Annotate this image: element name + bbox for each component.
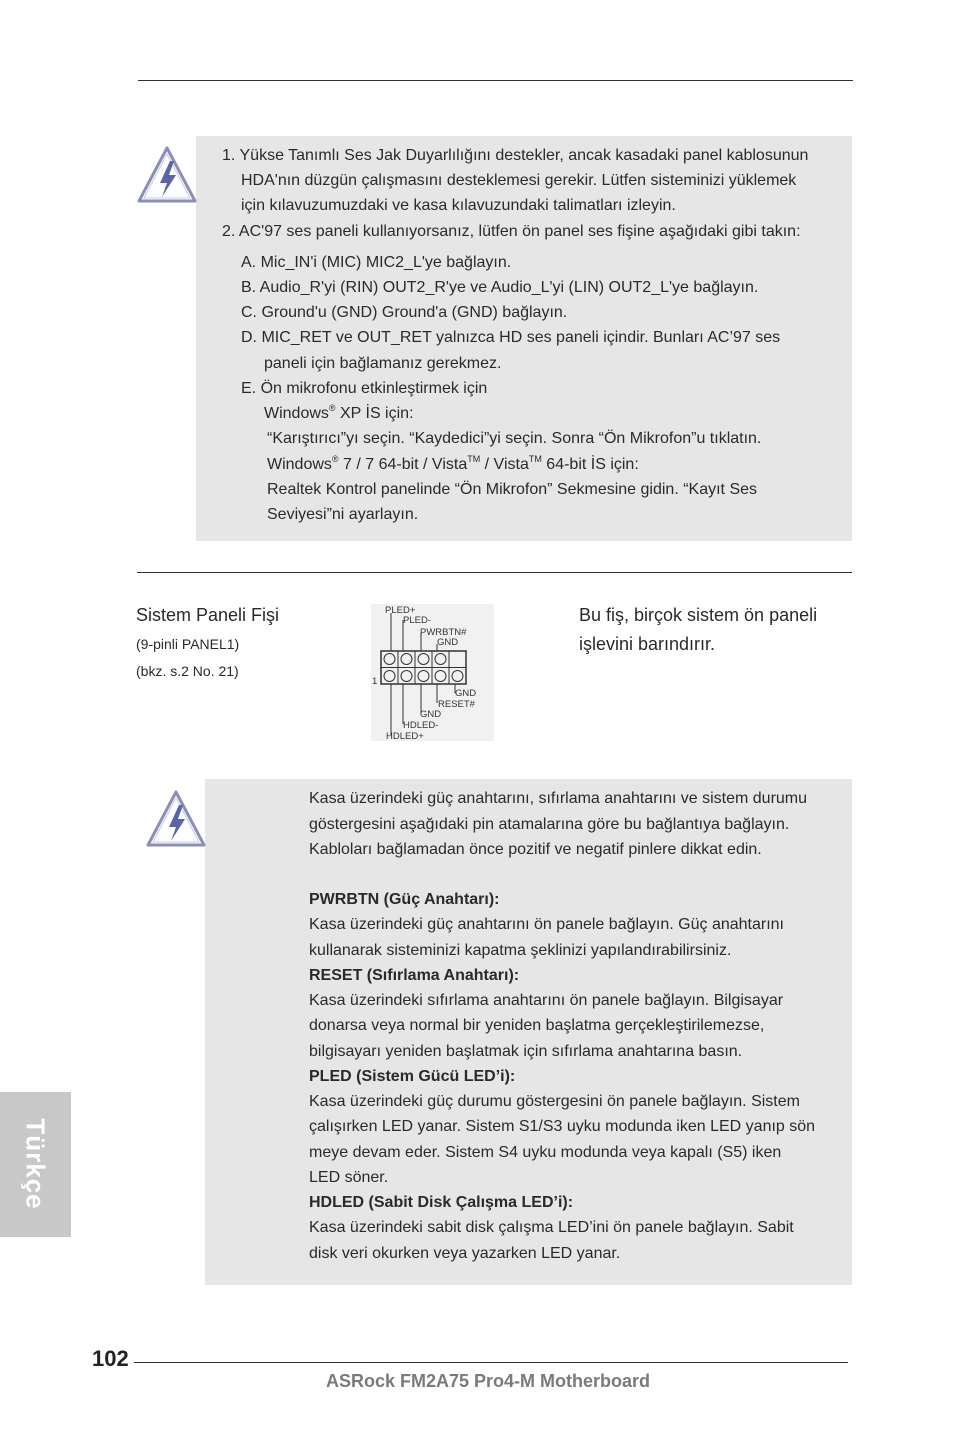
panel-ref: (bkz. s.2 No. 21) xyxy=(136,663,239,679)
winxp-pre: Windows xyxy=(264,405,329,422)
pled-text-3: meye devam eder. Sistem S4 uyku modunda veya kapalı (S5) iken xyxy=(309,1144,782,1161)
reset-text-1: Kasa üzerindeki sıfırlama anahtarını ön panele bağlayın. Bilgisayar xyxy=(309,992,784,1009)
reset-title: RESET (Sıfırlama Anahtarı): xyxy=(309,967,520,984)
note1-item-c: C. Ground'u (GND) Ground'a (GND) bağlayın. xyxy=(241,304,568,321)
panel-pin-diagram xyxy=(371,604,494,741)
note1-xp-instruction: “Karıştırıcı”yı seçin. “Kaydedici”yi seçin. Sonra “Ön Mikrofon”u tıklatın. xyxy=(267,430,762,447)
note2-intro-1: Kasa üzerindeki güç anahtarını, sıfırlama anahtarını ve sistem durumu xyxy=(309,790,808,807)
pin-label-pled-minus: PLED- xyxy=(403,615,431,626)
note1-item-d: D. MIC_RET ve OUT_RET yalnızca HD ses paneli içindir. Bunları AC’97 ses xyxy=(241,329,781,346)
warning-icon-2 xyxy=(145,789,207,849)
section-rule xyxy=(137,572,852,573)
win7-a: Windows xyxy=(267,456,332,473)
note1-line-2: HDA'nın düzgün çalışmasını desteklemesi gerekir. Lütfen sisteminizi yüklemek xyxy=(241,172,797,189)
pwrbtn-title: PWRBTN (Güç Anahtarı): xyxy=(309,891,500,908)
pin-label-hdled-plus: HDLED+ xyxy=(386,731,424,741)
note1-item-d-cont: paneli için bağlamanız gerekmez. xyxy=(264,355,502,372)
note1-realtek-2: Seviyesi”ni ayarlayın. xyxy=(267,506,419,523)
win7-reg: ® xyxy=(331,453,339,464)
panel-desc-2: işlevini barındırır. xyxy=(579,634,716,654)
pin-label-gnd-top: GND xyxy=(437,637,459,648)
pin-label-hdled-minus: HDLED- xyxy=(403,720,439,731)
reset-text-2: donarsa veya normal bir yeniden başlatma gerçekleştirilemezse, xyxy=(309,1017,765,1034)
pin-label-pwrbtn: PWRBTN# xyxy=(420,627,467,638)
note2-intro-3: Kabloları bağlamadan önce pozitif ve negatif pinlere dikkat edin. xyxy=(309,841,762,858)
win7-tm1: TM xyxy=(467,453,481,464)
pin-label-gnd-b2: GND xyxy=(420,709,442,720)
winxp-post: XP İS için: xyxy=(335,405,414,422)
pled-title: PLED (Sistem Gücü LED’i): xyxy=(309,1068,516,1085)
pled-text-2: çalışırken LED yanar. Sistem S1/S3 uyku modunda iken LED yanıp sön xyxy=(309,1118,816,1135)
pled-text-4: LED söner. xyxy=(309,1169,389,1186)
hdled-text-2: disk veri okurken veya yazarken LED yanar. xyxy=(309,1245,621,1262)
note1-line-4: 2. AC'97 ses paneli kullanıyorsanız, lütfen ön panel ses fişine aşağıdaki gibi takın: xyxy=(222,223,801,240)
panel-title: Sistem Paneli Fişi xyxy=(136,605,280,625)
pin-label-gnd-b1: GND xyxy=(455,688,477,699)
panel-desc-1: Bu fiş, birçok sistem ön paneli xyxy=(579,605,818,625)
note1-item-e: E. Ön mikrofonu etkinleştirmek için xyxy=(241,380,488,397)
pled-text-1: Kasa üzerindeki güç durumu göstergesini ön panele bağlayın. Sistem xyxy=(309,1093,800,1110)
footer-title: ASRock FM2A75 Pro4-M Motherboard xyxy=(326,1371,651,1391)
note1-line-1: 1. Yükse Tanımlı Ses Jak Duyarlılığını destekler, ancak kasadaki panel kablosunun xyxy=(222,147,809,164)
note2-intro-2: göstergesini aşağıdaki pin atamalarına göre bu bağlantıya bağlayın. xyxy=(309,816,790,833)
note1-item-a: A. Mic_IN'i (MIC) MIC2_L'ye bağlayın. xyxy=(241,254,512,271)
pin-label-pled-plus: PLED+ xyxy=(385,605,416,616)
pin-diagram-svg xyxy=(371,604,494,741)
hdled-title: HDLED (Sabit Disk Çalışma LED’i): xyxy=(309,1194,574,1211)
top-rule xyxy=(138,80,853,81)
note1-winxp xyxy=(264,404,414,424)
note1-realtek-1: Realtek Kontrol panelinde “Ön Mikrofon” Sekmesine gidin. “Kayıt Ses xyxy=(267,481,758,498)
warning-icon xyxy=(136,145,198,205)
panel-subtitle: (9-pinli PANEL1) xyxy=(136,636,240,652)
page-number: 102 xyxy=(92,1346,129,1371)
reset-text-3: bilgisayarı yeniden başlatmak için sıfırlama anahtarına basın. xyxy=(309,1043,743,1060)
language-tab-label: Türkçe xyxy=(20,1118,51,1210)
footer-rule xyxy=(134,1362,848,1363)
pin-label-reset: RESET# xyxy=(438,699,475,710)
win7-d: 64-bit İS için: xyxy=(541,456,639,473)
win7-tm2: TM xyxy=(528,453,542,464)
win7-b: 7 / 7 64-bit / Vista xyxy=(338,456,468,473)
pwrbtn-text-1: Kasa üzerindeki güç anahtarını ön panele bağlayın. Güç anahtarını xyxy=(309,916,784,933)
win7-c: / Vista xyxy=(480,456,529,473)
note1-item-b: B. Audio_R'yi (RIN) OUT2_R'ye ve Audio_L'yi (LIN) OUT2_L'ye bağlayın. xyxy=(241,279,759,296)
pwrbtn-text-2: kullanarak sisteminizi kapatma şeklinizi yapılandırabilirsiniz. xyxy=(309,942,732,959)
pin-label-1: 1 xyxy=(372,676,378,687)
note1-win7 xyxy=(267,455,639,475)
hdled-text-1: Kasa üzerindeki sabit disk çalışma LED’ini ön panele bağlayın. Sabit xyxy=(309,1219,794,1236)
note1-line-3: için kılavuzumuzdaki ve kasa kılavuzundaki talimatları izleyin. xyxy=(241,197,676,214)
winxp-reg: ® xyxy=(328,402,336,413)
language-tab xyxy=(0,1092,71,1237)
